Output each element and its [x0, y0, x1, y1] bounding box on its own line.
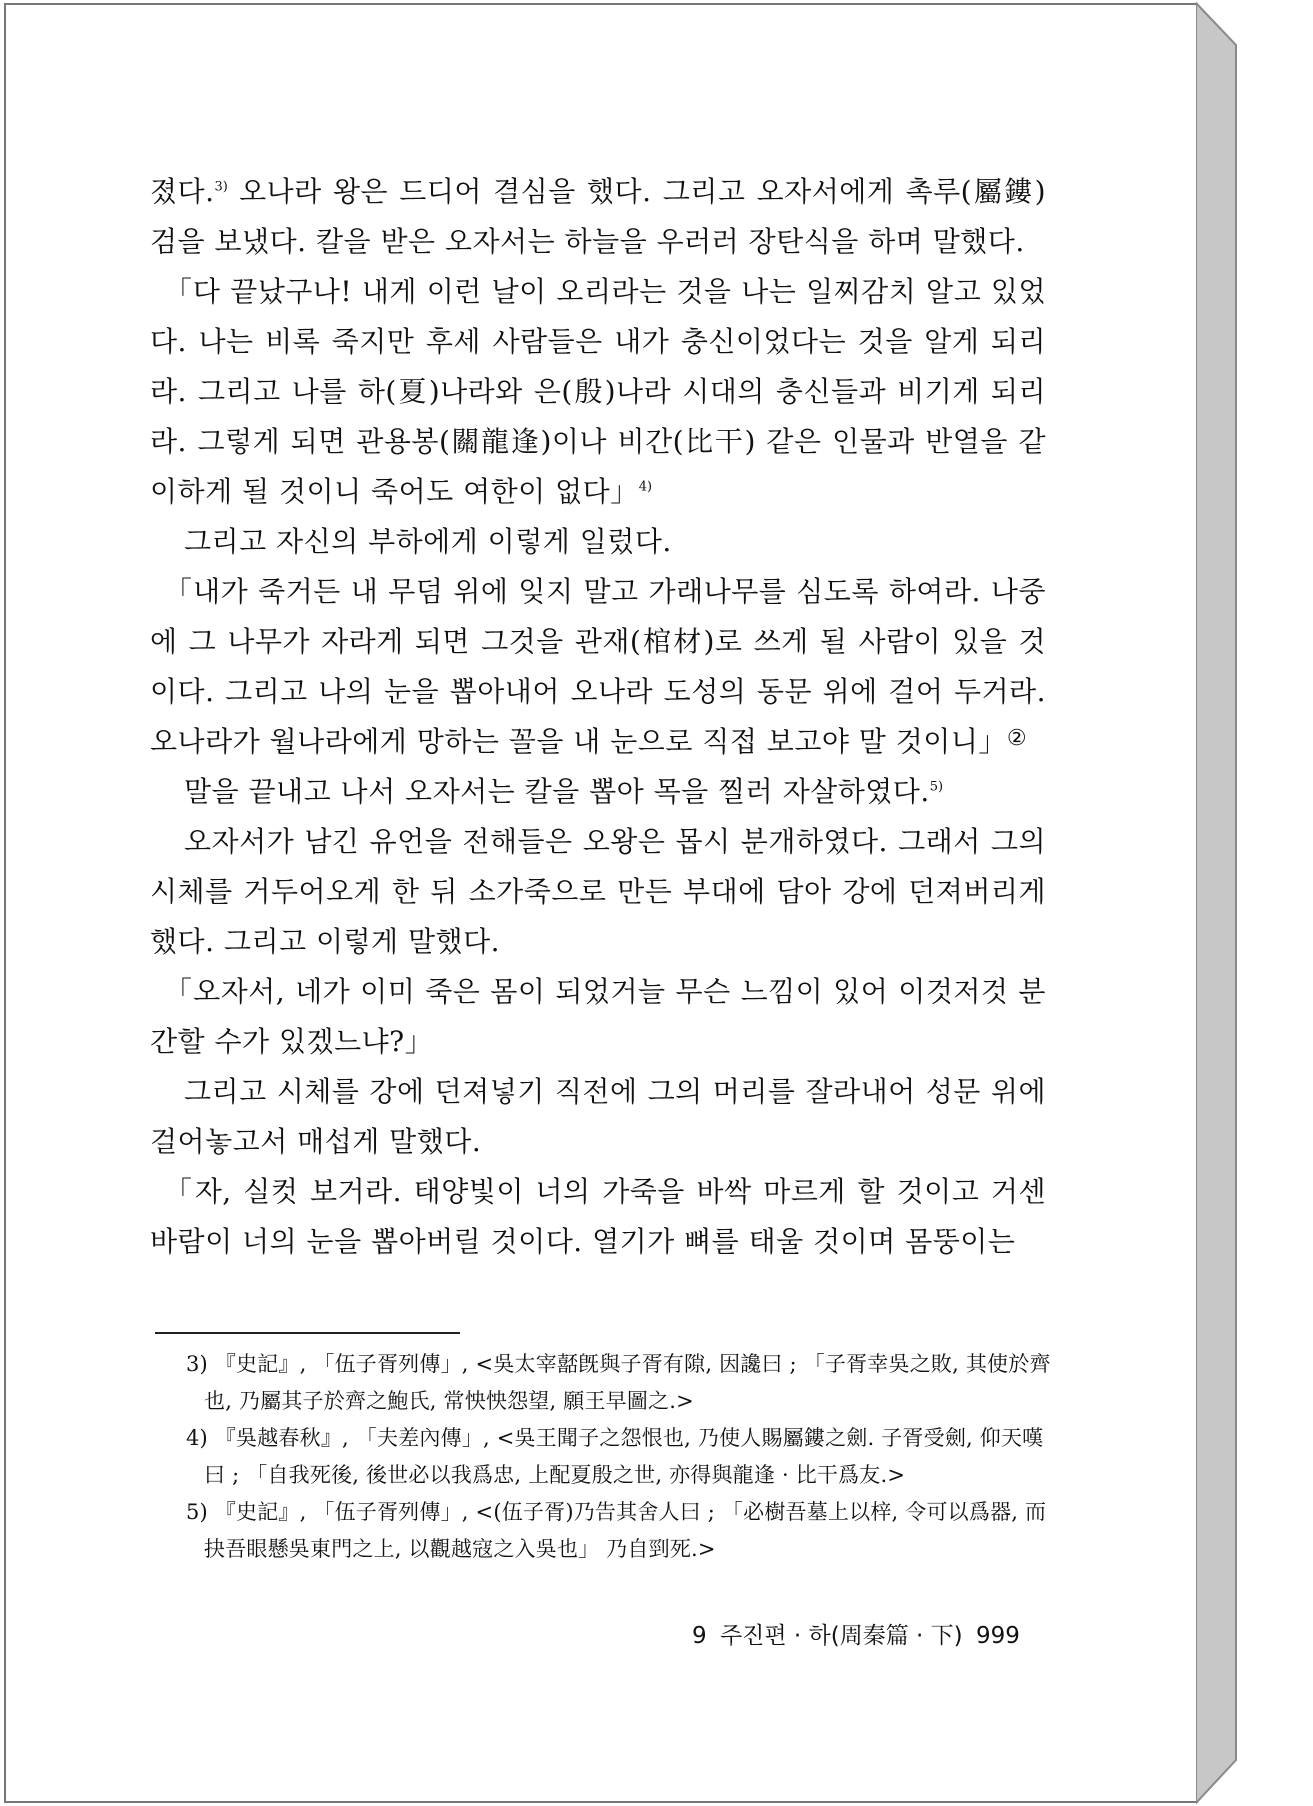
footnote-divider — [155, 1332, 460, 1334]
paragraph-text: 「자, 실컷 보거라. 태양빛이 너의 가죽을 바싹 마르게 할 것이고 거센 바람이 너의 눈을 뽑아버릴 것이다. 열기가 뼈를 태울 것이며 몸뚱이는 — [150, 1175, 1046, 1258]
page-edge-shading — [1196, 0, 1313, 1806]
section-title: 주진편 · 하(周秦篇 · 下) — [719, 1623, 963, 1649]
circled-marker: ② — [1006, 726, 1028, 751]
paragraph-text: 졌다. — [150, 175, 215, 208]
main-text — [150, 167, 1046, 1267]
footnote: 5) 『史記』, 「伍子胥列傳」, <(伍子胥)乃告其舍人曰 ; 「必樹吾墓上以梓, 令可以爲器, 而抉吾眼懸吳東門之上, 以觀越寇之入吳也」 乃自剄死.> — [186, 1500, 1047, 1561]
footnotes — [186, 1346, 1054, 1568]
paragraph — [150, 517, 1046, 567]
paragraph-text: 「다 끝났구나! 내게 이런 날이 오리라는 것을 나는 일찌감치 알고 있었다. 나는 비록 죽지만 후세 사람들은 내가 충신이었다는 것을 알게 되리라. 그리고 나를 하(夏)나라와 은(殷)나라 시대의 충신들과 비기게 되리라. 그렇게 되면 관용봉(關龍逢)이나 비간(比干) 같은 인물과 반열을 같이하게 될 것이니 죽어도 여한이 없다」 — [150, 275, 1046, 508]
paragraph — [150, 267, 1046, 517]
paragraph — [150, 1167, 1046, 1267]
footnote-marker: 4) — [638, 479, 653, 495]
footnote: 4) 『吳越春秋』, 「夫差內傳」, <吳王聞子之怨恨也, 乃使人賜屬鏤之劍. 子胥受劍, 仰天嘆曰 ; 「自我死後, 後世必以我爲忠, 上配夏殷之世, 亦得與龍逢 · 比干爲友.> — [186, 1426, 1044, 1487]
volume-number: 9 — [692, 1623, 707, 1649]
paragraph — [150, 1067, 1046, 1167]
paragraph-text: 그리고 자신의 부하에게 이렇게 일렀다. — [184, 525, 672, 558]
paragraph — [150, 567, 1046, 767]
page-footer — [692, 1620, 1026, 1652]
footnote: 3) 『史記』, 「伍子胥列傳」, <吳太宰嚭旣與子胥有隙, 因讒曰 ; 「子胥幸吳之敗, 其使於齊也, 乃屬其子於齊之鮑氏, 常怏怏怨望, 願王早圖之.> — [186, 1352, 1051, 1413]
paragraph-text: 「오자서, 네가 이미 죽은 몸이 되었거늘 무슨 느낌이 있어 이것저것 분간할 수가 있겠느냐?」 — [150, 975, 1046, 1058]
footnote-marker: 3) — [214, 179, 228, 195]
paragraph — [150, 767, 1046, 817]
paragraph-text: 오나라 왕은 드디어 결심을 했다. 그리고 오자서에게 촉루(屬鏤)검을 보냈다. 칼을 받은 오자서는 하늘을 우러러 장탄식을 하며 말했다. — [150, 175, 1046, 258]
paragraph-text: 「내가 죽거든 내 무덤 위에 잊지 말고 가래나무를 심도록 하여라. 나중에 그 나무가 자라게 되면 그것을 관재(棺材)로 쓰게 될 사람이 있을 것이다. 그리고 나의 눈을 뽑아내어 오나라 도성의 동문 위에 걸어 두거라. 오나라가 월나라에게 망하는 꼴을 내 눈으로 직접 보고야 말 것이니」 — [150, 575, 1046, 758]
paragraph-text: 말을 끝내고 나서 오자서는 칼을 뽑아 목을 찔러 자살하였다. — [184, 775, 930, 808]
paragraph — [150, 817, 1046, 967]
paragraph — [150, 967, 1046, 1067]
paragraph — [150, 167, 1046, 267]
footnote-marker: 5) — [929, 779, 944, 795]
paragraph-text: 그리고 시체를 강에 던져넣기 직전에 그의 머리를 잘라내어 성문 위에 걸어놓고서 매섭게 말했다. — [150, 1075, 1046, 1158]
page-number: 999 — [975, 1623, 1020, 1649]
paragraph-text: 오자서가 남긴 유언을 전해들은 오왕은 몹시 분개하였다. 그래서 그의 시체를 거두어오게 한 뒤 소가죽으로 만든 부대에 담아 강에 던져버리게 했다. 그리고 이렇게 말했다. — [150, 825, 1046, 958]
